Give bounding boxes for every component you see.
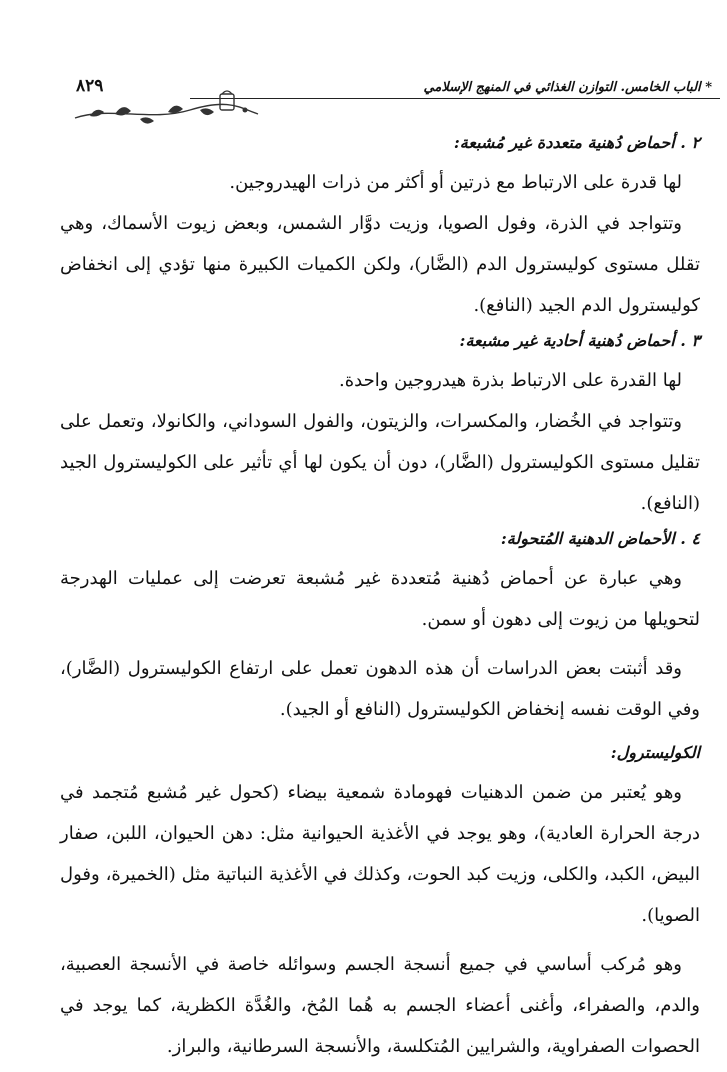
header-rule [190, 98, 720, 99]
spacer [60, 936, 700, 944]
section-heading: ٢ . أحماض دُهنية متعددة غير مُشبعة: [453, 133, 700, 152]
section-heading: الكوليسترول: [610, 743, 700, 762]
paragraph: وتتواجد في الذرة، وفول الصويا، وزيت دوَّار الشمس، وبعض زيوت الأسماك، وهي تقلل مستوى كوليسترول الدم (الضَّار)، ولكن الكميات الكبيرة منها تؤدي إلى انخفاض كوليسترول الدم الجيد (النافع). [60, 213, 700, 316]
paragraph: لها القدرة على الارتباط بذرة هيدروجين واحدة. [338, 370, 682, 391]
running-title: * الباب الخامس. التوازن الغذائي في المنهج الإسلامي [423, 80, 712, 95]
paragraph: وقد أثبتت بعض الدراسات أن هذه الدهون تعمل على ارتفاع الكوليسترول (الضَّار)، وفي الوقت نفسه إنخفاض الكوليسترول (النافع أو الجيد). [60, 658, 700, 720]
paragraph: وهو مُركب أساسي في جميع أنسجة الجسم وسوائله خاصة في الأنسجة العصبية، والدم، والصفراء، وأغنى أعضاء الجسم به هُما المُخ، والغُدَّة الكظرية، كما يوجد في الحصوات الصفراوية، والشرايين المُتكلسة، والأنسجة السرطانية، والبراز. [60, 954, 700, 1057]
paragraph: لها قدرة على الارتباط مع ذرتين أو أكثر من ذرات الهيدروجين. [229, 172, 682, 193]
section-heading: ٤ . الأحماض الدهنية المُتحولة: [500, 529, 700, 548]
page-body [60, 128, 700, 1067]
spacer [60, 730, 700, 738]
paragraph: وهو يُعتبر من ضمن الدهنيات فهومادة شمعية بيضاء (كحول غير مُشبع مُتجمد في درجة الحرارة العادية)، وهو يوجد في الأغذية الحيوانية مثل: دهن الحيوان، اللبن، صفار البيض، الكبد، والكلى، وزيت كبد الحوت، وكذلك في الأغذية النباتية مثل (الخميرة، وفول الصويا). [60, 782, 700, 926]
spacer [60, 640, 700, 648]
paragraph: وهي عبارة عن أحماض دُهنية مُتعددة غير مُشبعة تعرضت إلى عمليات الهدرجة لتحويلها من زيوت إلى دهون أو سمن. [60, 568, 700, 630]
page-header [70, 74, 720, 102]
paragraph: وتتواجد في الخُضار، والمكسرات، والزيتون، والفول السوداني، والكانولا، وتعمل على تقليل مستوى الكوليسترول (الضَّار)، دون أن يكون لها أي تأثير على الكوليسترول الجيد (النافع). [60, 411, 700, 514]
page-number: ٨٢٩ [76, 76, 104, 96]
section-heading: ٣ . أحماض دُهنية أحادية غير مشبعة: [459, 331, 700, 350]
